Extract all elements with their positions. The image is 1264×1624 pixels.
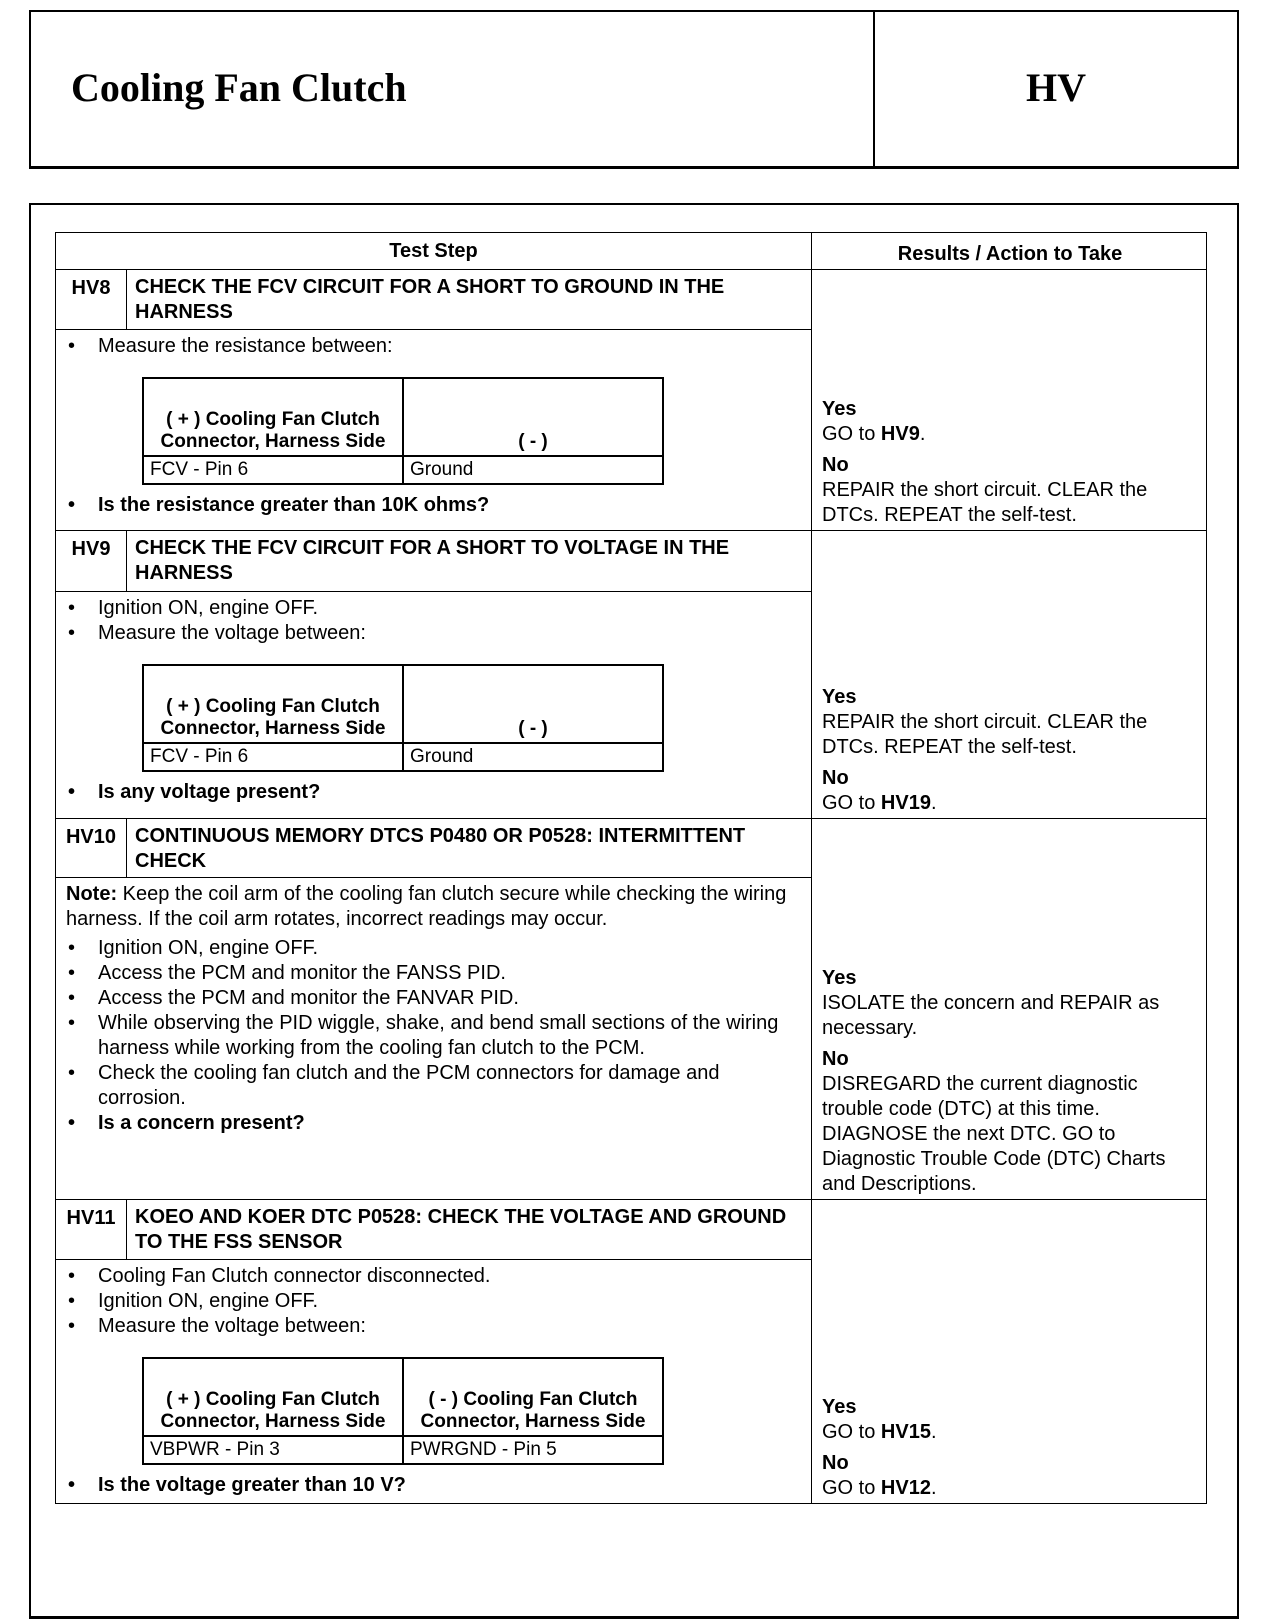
no-label: No [822, 767, 849, 789]
no-label: No [822, 1452, 849, 1474]
step-number: HV10 [56, 819, 127, 878]
bullet: • Access the PCM and monitor the FANSS PID. [98, 961, 803, 986]
yes-label: Yes [822, 398, 857, 420]
step-title: KOEO AND KOER DTC P0528: CHECK THE VOLTAGE AND GROUND TO THE FSS SENSOR [127, 1200, 812, 1260]
bullet: • Ignition ON, engine OFF. [98, 936, 803, 961]
step-link[interactable]: HV19 [880, 792, 931, 814]
bullet: • Measure the voltage between: [98, 1314, 803, 1339]
step-number: HV11 [56, 1200, 127, 1260]
bullet: • Measure the resistance between: [98, 334, 803, 359]
no-action: GO to HV19. [822, 792, 937, 814]
step-title: CHECK THE FCV CIRCUIT FOR A SHORT TO GROUND IN THE HARNESS [127, 270, 812, 330]
sub-header: ( + ) Cooling Fan Clutch Connector, Harness Side [143, 1358, 403, 1436]
bullet: • Measure the voltage between: [98, 621, 803, 646]
yes-label: Yes [822, 1396, 857, 1418]
step-number: HV9 [56, 531, 127, 592]
bullet: • Ignition ON, engine OFF. [98, 596, 803, 621]
sub-cell: FCV - Pin 6 [143, 743, 403, 771]
step-results [812, 819, 1207, 1200]
no-label: No [822, 1048, 849, 1070]
page-title: Cooling Fan Clutch [71, 65, 407, 110]
sub-cell: Ground [403, 743, 663, 771]
test-step-table [55, 232, 1207, 1504]
sub-cell: FCV - Pin 6 [143, 456, 403, 484]
yes-label: Yes [822, 686, 857, 708]
step-results [812, 531, 1207, 819]
measurement-table [142, 1357, 664, 1465]
measurement-table [142, 664, 664, 772]
col-results: Results / Action to Take [812, 233, 1207, 270]
question: • Is a concern present? [98, 1111, 803, 1136]
question: • Is the resistance greater than 10K ohms? [98, 493, 803, 518]
bullet: • While observing the PID wiggle, shake, and bend small sections of the wiring harness while working from the cooling fan clutch to the PCM. [98, 1011, 803, 1061]
step-body [56, 330, 812, 531]
step-title: CONTINUOUS MEMORY DTCS P0480 OR P0528: INTERMITTENT CHECK [127, 819, 812, 878]
step-results [812, 270, 1207, 531]
measurement-table [142, 377, 664, 485]
no-label: No [822, 454, 849, 476]
sub-header: ( - ) [403, 378, 663, 456]
bullet: • Ignition ON, engine OFF. [98, 1289, 803, 1314]
bullet: • Check the cooling fan clutch and the PCM connectors for damage and corrosion. [98, 1061, 803, 1111]
question: • Is any voltage present? [98, 780, 803, 805]
step-body [56, 878, 812, 1200]
table-row [56, 1200, 1207, 1260]
table-header-row [56, 233, 1207, 270]
sub-header: ( - ) Cooling Fan Clutch Connector, Harness Side [403, 1358, 663, 1436]
step-link[interactable]: HV12 [880, 1477, 931, 1499]
content-frame [29, 203, 1239, 1619]
yes-action: GO to HV9. [822, 423, 926, 445]
sub-header: ( + ) Cooling Fan Clutch Connector, Harness Side [143, 378, 403, 456]
yes-label: Yes [822, 967, 857, 989]
step-results [812, 1200, 1207, 1504]
bullet: • Access the PCM and monitor the FANVAR PID. [98, 986, 803, 1011]
question: • Is the voltage greater than 10 V? [98, 1473, 803, 1498]
section-code: HV [1026, 65, 1086, 110]
yes-action: ISOLATE the concern and REPAIR as necessary. [822, 992, 1160, 1039]
col-test-step: Test Step [56, 233, 812, 270]
sub-cell: Ground [403, 456, 663, 484]
table-row [56, 819, 1207, 878]
page-header [29, 10, 1239, 169]
step-number: HV8 [56, 270, 127, 330]
step-body [56, 592, 812, 819]
step-title: CHECK THE FCV CIRCUIT FOR A SHORT TO VOLTAGE IN THE HARNESS [127, 531, 812, 592]
sub-header: ( - ) [403, 665, 663, 743]
yes-action: GO to HV15. [822, 1421, 937, 1443]
no-action: DISREGARD the current diagnostic trouble code (DTC) at this time. DIAGNOSE the next DTC. GO to Diagnostic Trouble Code (DTC) Charts and Descriptions. [822, 1073, 1166, 1195]
bullet: • Cooling Fan Clutch connector disconnected. [98, 1264, 803, 1289]
sub-header: ( + ) Cooling Fan Clutch Connector, Harness Side [143, 665, 403, 743]
no-action: GO to HV12. [822, 1477, 937, 1499]
step-link[interactable]: HV9 [880, 423, 920, 445]
no-action: REPAIR the short circuit. CLEAR the DTCs. REPEAT the self-test. [822, 479, 1148, 526]
sub-cell: PWRGND - Pin 5 [403, 1436, 663, 1464]
step-link[interactable]: HV15 [880, 1421, 931, 1443]
table-row [56, 270, 1207, 330]
yes-action: REPAIR the short circuit. CLEAR the DTCs. REPEAT the self-test. [822, 711, 1148, 758]
table-row [56, 531, 1207, 592]
step-body [56, 1260, 812, 1504]
sub-cell: VBPWR - Pin 3 [143, 1436, 403, 1464]
note: Note: Keep the coil arm of the cooling fan clutch secure while checking the wiring harness. If the coil arm rotates, incorrect readings may occur. [66, 883, 787, 930]
